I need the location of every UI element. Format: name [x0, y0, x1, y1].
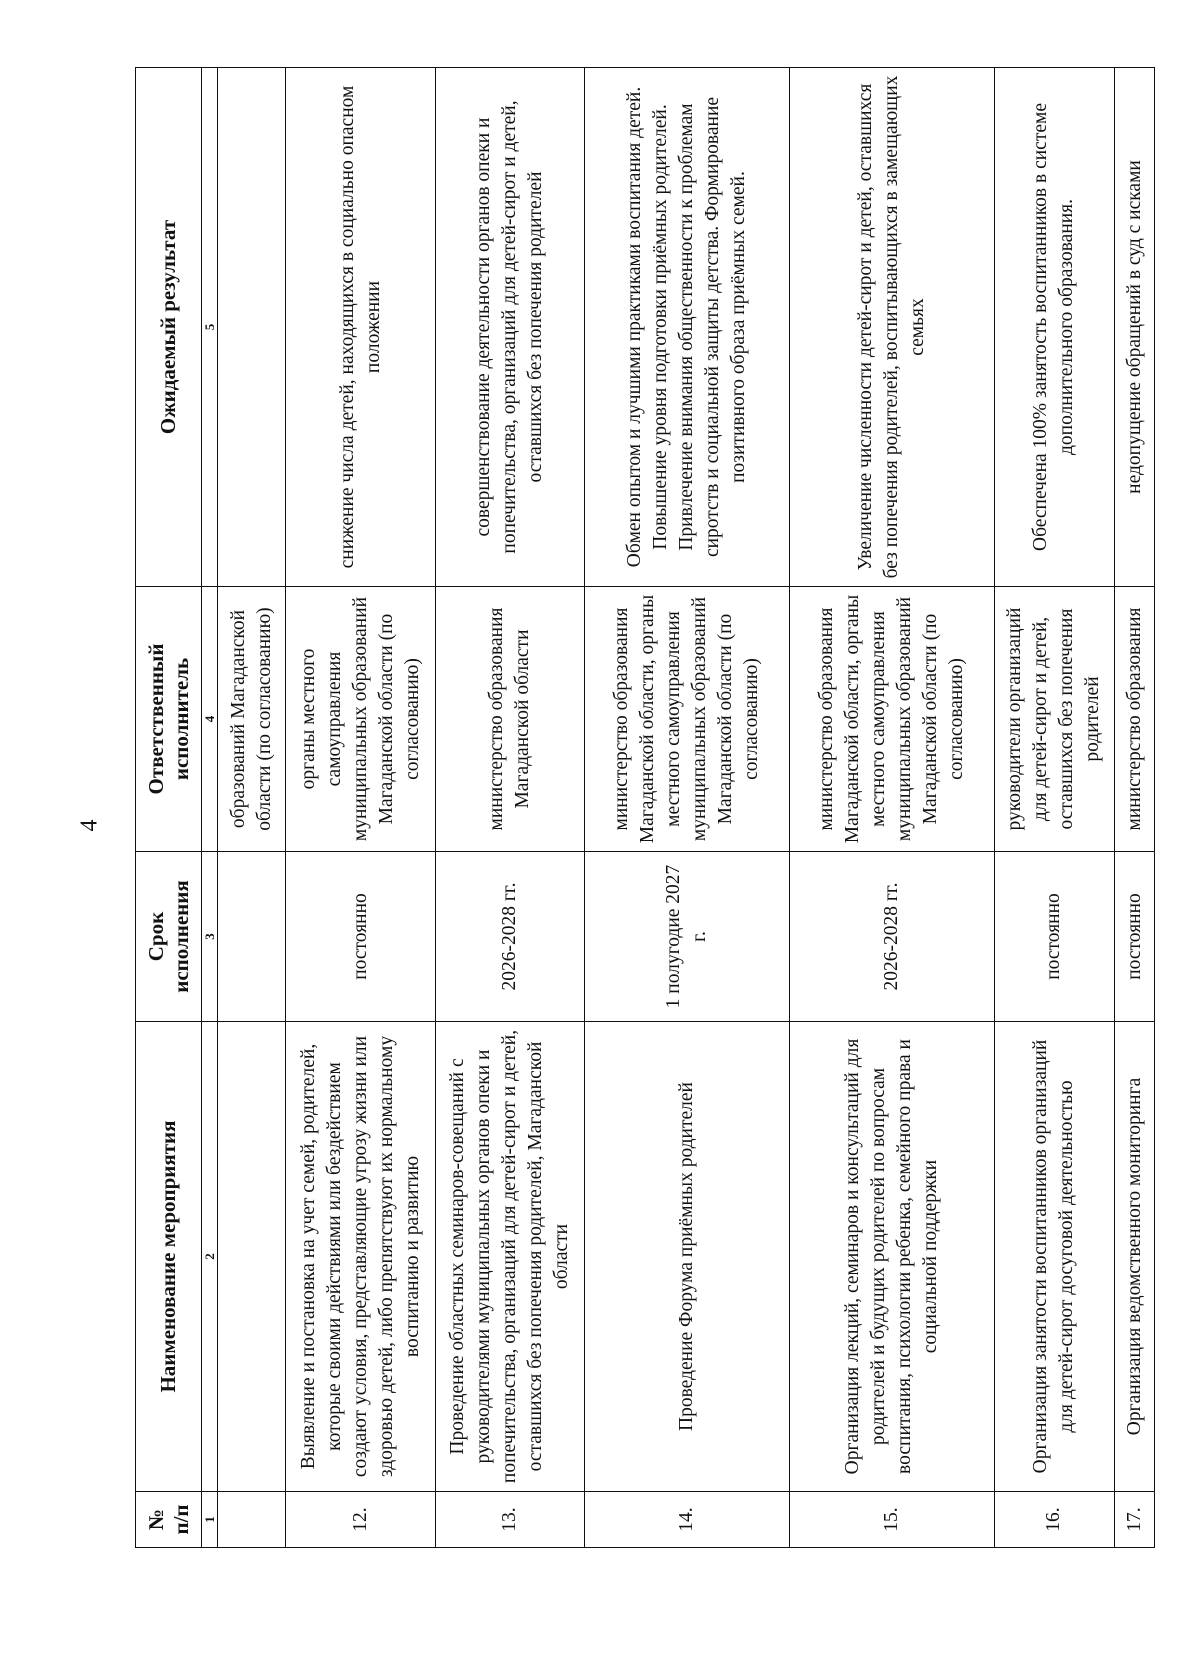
activities-table — [135, 67, 1155, 1548]
cell-result: Обеспечена 100% занятость воспитанников в системе дополнительного образования. — [994, 68, 1115, 587]
table-row — [789, 68, 994, 1548]
column-number: 3 — [202, 852, 217, 1022]
cell-term: постоянно — [286, 852, 435, 1022]
cell-executor: министерство образования — [1115, 587, 1155, 852]
cell-activity: Проведение областных семинаров-совещаний с руководителями муниципальных органов опеки и попечительства, организаций для детей-сирот и детей, оставшихся без попечения родителей, Магаданской области — [435, 1022, 584, 1492]
cell-executor: органы местного самоуправления муниципальных образований Магаданской области (по согласованию) — [286, 587, 435, 852]
header-executor: Ответственный исполнитель — [136, 587, 202, 852]
cell-num: 17. — [1115, 1492, 1155, 1548]
header-activity: Наименование мероприятия — [136, 1022, 202, 1492]
cell-activity: Организация лекций, семинаров и консультаций для родителей и будущих родителей по вопросам воспитания, психологии ребенка, семейного права и социальной поддержки — [789, 1022, 994, 1492]
cell-term: 2026-2028 гг. — [789, 852, 994, 1022]
column-number: 4 — [202, 587, 217, 852]
cell-activity: Выявление и постановка на учет семей, родителей, которые своими действиями или бездействием создают условия, представляющие угрозу жизни или здоровью детей, либо препятствуют их нормальному воспитанию и развитию — [286, 1022, 435, 1492]
table-row — [286, 68, 435, 1548]
column-number-row — [202, 68, 217, 1548]
cell-activity — [217, 1022, 286, 1492]
cell-num: 16. — [994, 1492, 1115, 1548]
cell-executor: министерство образования Магаданской области, органы местного самоуправления муниципальных образований Магаданской области (по согласованию) — [585, 587, 790, 852]
header-row — [136, 68, 202, 1548]
cell-result: Обмен опытом и лучшими практиками воспитания детей. Повышение уровня подготовки приёмных родителей. Привлечение внимания общественности к проблемам сиротств и социальной защиты детства. Формирование позитивного образа приёмных семей. — [585, 68, 790, 587]
cell-term — [217, 852, 286, 1022]
cell-activity: Проведение Форума приёмных родителей — [585, 1022, 790, 1492]
cell-num — [217, 1492, 286, 1548]
cell-num: 12. — [286, 1492, 435, 1548]
continuation-row — [217, 68, 286, 1548]
cell-executor: образований Магаданской области (по согласованию) — [217, 587, 286, 852]
cell-executor: министерство образования Магаданской области, органы местного самоуправления муниципальных образований Магаданской области (по согласованию) — [789, 587, 994, 852]
cell-result: Увеличение численности детей-сирот и детей, оставшихся без попечения родителей, воспитывающихся в замещающих семьях — [789, 68, 994, 587]
table-row — [435, 68, 584, 1548]
page-number: 4 — [76, 819, 103, 832]
column-number: 2 — [202, 1022, 217, 1492]
cell-num: 14. — [585, 1492, 790, 1548]
cell-activity: Организация занятости воспитанников организаций для детей-сирот досуговой деятельностью — [994, 1022, 1115, 1492]
table-row — [1115, 68, 1155, 1548]
cell-num: 15. — [789, 1492, 994, 1548]
cell-result: совершенствование деятельности органов опеки и попечительства, организаций для детей-сирот и детей, оставшихся без попечения родителей — [435, 68, 584, 587]
column-number: 5 — [202, 68, 217, 587]
cell-num: 13. — [435, 1492, 584, 1548]
header-term: Срок исполнения — [136, 852, 202, 1022]
cell-term: 1 полугодие 2027 г. — [585, 852, 790, 1022]
cell-activity: Организация ведомственного мониторинга — [1115, 1022, 1155, 1492]
cell-result — [217, 68, 286, 587]
cell-term: постоянно — [994, 852, 1115, 1022]
cell-executor: руководители организаций для детей-сирот и детей, оставшихся без попечения родителей — [994, 587, 1115, 852]
cell-executor: министерство образования Магаданской области — [435, 587, 584, 852]
cell-term: постоянно — [1115, 852, 1155, 1022]
rotated-table-stage — [135, 68, 1155, 1548]
header-result: Ожидаемый результат — [136, 68, 202, 587]
table-row — [994, 68, 1115, 1548]
header-num: № п/п — [136, 1492, 202, 1548]
cell-result: снижение числа детей, находящихся в социально опасном положении — [286, 68, 435, 587]
cell-result: недопущение обращений в суд с исками — [1115, 68, 1155, 587]
table-row — [585, 68, 790, 1548]
column-number: 1 — [202, 1492, 217, 1548]
cell-term: 2026-2028 гг. — [435, 852, 584, 1022]
